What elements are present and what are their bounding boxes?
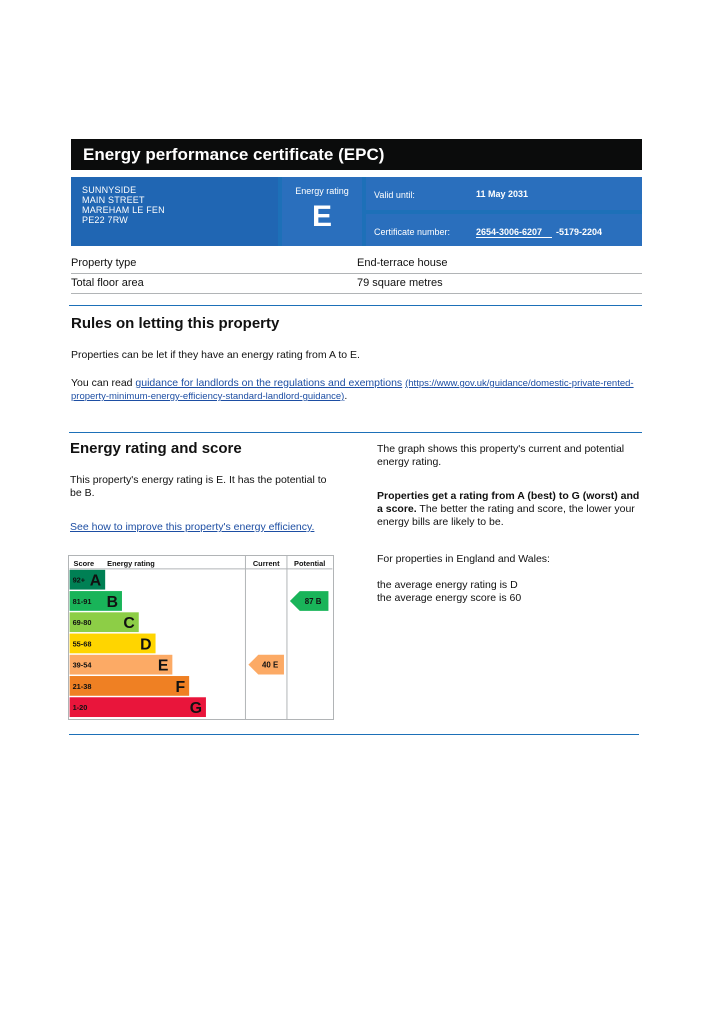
- band-letter-label: B: [106, 593, 119, 611]
- certificate-number-part-a: 2654-3006-6207: [476, 227, 552, 238]
- band-range-label: 55-68: [72, 639, 92, 649]
- valid-until-value: 11 May 2031: [476, 189, 529, 199]
- certificate-number-label: Certificate number:: [374, 227, 451, 237]
- valid-until-label: Valid until:: [374, 190, 415, 200]
- floor-area-label: Total floor area: [71, 277, 144, 289]
- region-note: For properties in England and Wales:: [377, 553, 550, 565]
- section-divider: [69, 305, 642, 306]
- average-rating: the average energy rating is D: [377, 579, 518, 591]
- address-line: MAIN STREET: [82, 195, 145, 205]
- property-type-value: End-terrace house: [357, 257, 448, 269]
- rating-explanation-rest: The better the rating and score, the lower your energy bills are likely to be.: [377, 503, 635, 528]
- rating-explanation: [377, 490, 642, 529]
- property-type-row: [71, 253, 642, 274]
- landlord-guidance-link[interactable]: guidance for landlords on the regulations and exemptions: [135, 377, 403, 389]
- floor-area-row: [71, 273, 642, 294]
- improve-efficiency-link[interactable]: See how to improve this property's energy efficiency.: [70, 521, 315, 533]
- energy-rating-label: Energy rating: [295, 186, 349, 196]
- score-column-header: Score: [73, 558, 95, 568]
- energy-rating-box: [282, 177, 362, 246]
- rules-paragraph-2: [71, 377, 636, 403]
- current-column-header: Current: [252, 558, 280, 568]
- graph-description: The graph shows this property's current and potential energy rating.: [377, 443, 625, 468]
- property-type-label: Property type: [71, 257, 137, 269]
- band-range-label: 21-38: [72, 681, 92, 691]
- band-letter-label: D: [140, 636, 152, 654]
- rating-explanation-bold: Properties get a rating from A (best) to G (worst) and a score.: [377, 490, 640, 515]
- certificate-number-part-b: -5179-2204: [556, 227, 603, 237]
- certificate-number-box: [366, 214, 642, 246]
- address-line: MAREHAM LE FEN: [82, 205, 165, 215]
- energy-rating-chart: [68, 555, 334, 720]
- band-letter-label: G: [189, 700, 202, 718]
- rules-text-prefix: You can read: [71, 377, 136, 389]
- address-line: SUNNYSIDE: [82, 185, 137, 195]
- band-letter-label: E: [157, 657, 169, 675]
- band-range-label: 81-91: [72, 596, 92, 606]
- potential-rating-label: 87 B: [304, 596, 322, 606]
- band-range-label: 1-20: [72, 703, 88, 713]
- certificate-header: [71, 177, 642, 246]
- score-paragraph: This property's energy rating is E. It has the potential to be B.: [70, 474, 327, 499]
- rules-paragraph-1: Properties can be let if they have an energy rating from A to E.: [71, 349, 360, 361]
- energy-rating-value: E: [311, 200, 332, 233]
- rules-heading: Rules on letting this property: [71, 315, 280, 332]
- band-letter-label: A: [89, 572, 102, 590]
- band-range-label: 92+: [72, 575, 86, 585]
- energy-rating-column-header: Energy rating: [107, 558, 155, 568]
- section-divider: [69, 432, 642, 433]
- property-address: [71, 177, 278, 246]
- current-rating-label: 40 E: [262, 660, 279, 670]
- band-range-label: 39-54: [72, 660, 92, 670]
- rules-text-suffix: .: [344, 390, 348, 402]
- average-score: the average energy score is 60: [377, 592, 522, 604]
- rating-band-g: [70, 697, 206, 717]
- band-range-label: 69-80: [72, 618, 92, 628]
- score-heading: Energy rating and score: [70, 440, 242, 457]
- landlord-guidance-url[interactable]: (https://www.gov.uk/guidance/domestic-private-rented-property-minimum-energy-efficiency-standard-landlord-guidance): [71, 378, 634, 402]
- floor-area-value: 79 square metres: [357, 277, 443, 289]
- valid-until-box: [366, 177, 642, 210]
- page-title: Energy performance certificate (EPC): [71, 139, 642, 170]
- band-letter-label: C: [123, 615, 135, 633]
- section-divider: [69, 734, 639, 735]
- potential-column-header: Potential: [294, 558, 326, 568]
- band-letter-label: F: [175, 678, 186, 696]
- address-line: PE22 7RW: [82, 215, 128, 225]
